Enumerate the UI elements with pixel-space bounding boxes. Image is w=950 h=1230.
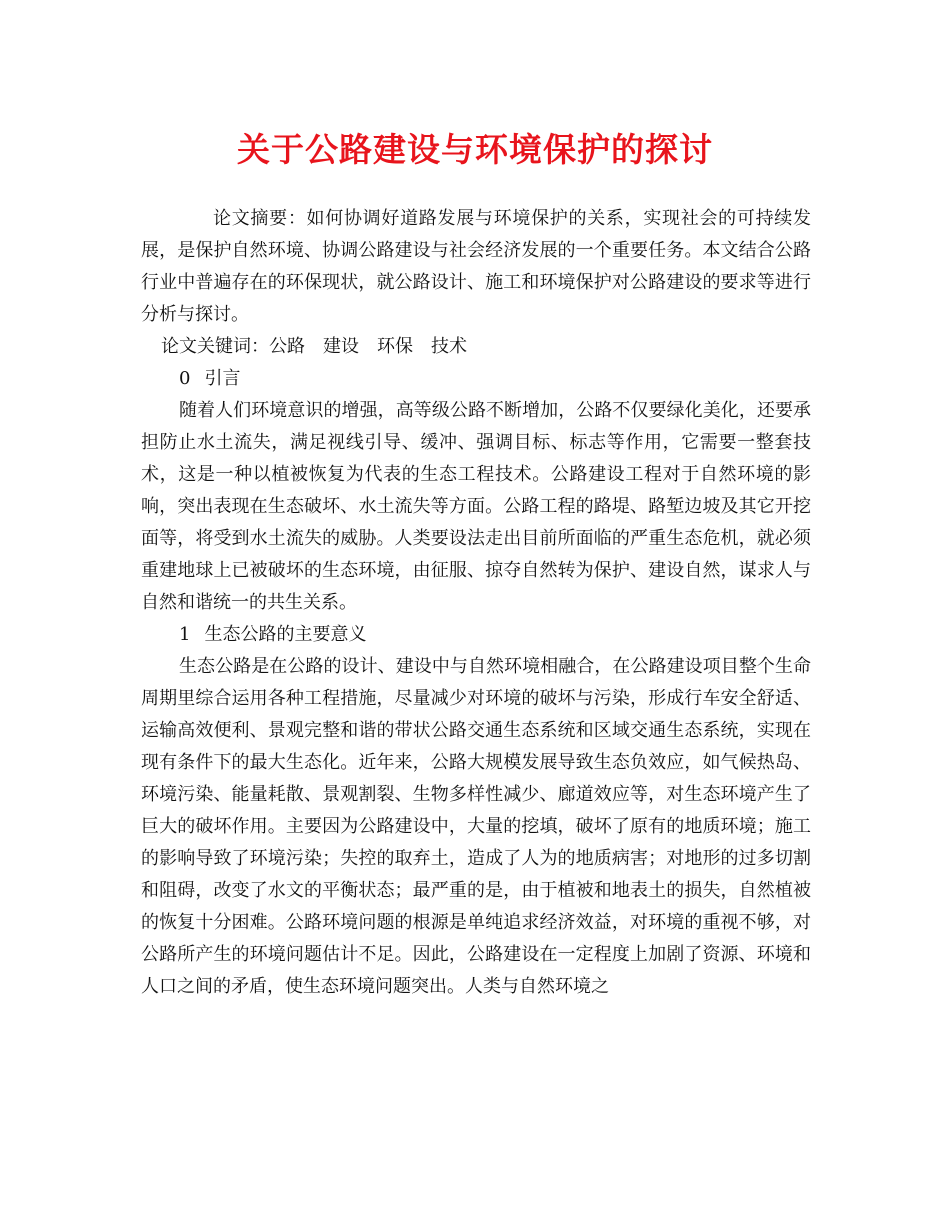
keywords-line (141, 331, 811, 363)
keyword-item: 环保 (377, 336, 413, 357)
document-title: 关于公路建设与环境保护的探讨 (237, 130, 713, 169)
section-heading-text: 生态公路的主要意义 (204, 624, 367, 645)
section-heading-text: 引言 (204, 368, 241, 389)
section-number: 0 (179, 368, 191, 389)
section-number: 1 (179, 624, 191, 645)
abstract-paragraph: 论文摘要：如何协调好道路发展与环境保护的关系，实现社会的可持续发展，是保护自然环境、协调公路建设与社会经济发展的一个重要任务。本文结合公路行业中普遍存在的环保现状，就公路设计、施工和环境保护对公路建设的要求等进行分析与探讨。 (141, 208, 811, 325)
keyword-item: 技术 (431, 336, 467, 357)
section-paragraph: 生态公路是在公路的设计、建设中与自然环境相融合，在公路建设项目整个生命周期里综合运用各种工程措施，尽量减少对环境的破坏与污染，形成行车安全舒适、运输高效便利、景观完整和谐的带状公路交通生态系统和区域交通生态系统，实现在现有条件下的最大生态化。近年来，公路大规模发展导致生态负效应，如气候热岛、环境污染、能量耗散、景观割裂、生物多样性减少、廊道效应等，对生态环境产生了巨大的破坏作用。主要因为公路建设中，大量的挖填，破坏了原有的地质环境；施工的影响导致了环境污染；失控的取弃土，造成了人为的地质病害；对地形的过多切割和阻碍，改变了水文的平衡状态；最严重的是，由于植被和地表土的损失，自然植被的恢复十分困难。公路环境问题的根源是单纯追求经济效益，对环境的重视不够，对公路所产生的环境问题估计不足。因此，公路建设在一定程度上加剧了资源、环境和人口之间的矛盾，使生态环境问题突出。人类与自然环境之 (141, 656, 811, 997)
section-heading (141, 363, 811, 395)
keyword-item: 建设 (323, 336, 359, 357)
section-heading (141, 619, 811, 651)
section-paragraph: 随着人们环境意识的增强，高等级公路不断增加，公路不仅要绿化美化，还要承担防止水土流失，满足视线引导、缓冲、强调目标、标志等作用，它需要一整套技术，这是一种以植被恢复为代表的生态工程技术。公路建设工程对于自然环境的影响，突出表现在生态破坏、水土流失等方面。公路工程的路堤、路堑边坡及其它开挖面等，将受到水土流失的威胁。人类要设法走出目前所面临的严重生态危机，就必须重建地球上已被破坏的生态环境，由征服、掠夺自然转为保护、建设自然，谋求人与自然和谐统一的共生关系。 (141, 400, 811, 613)
keywords-label: 论文关键词： (161, 336, 269, 357)
document-body (141, 203, 811, 1003)
keyword-item: 公路 (269, 336, 305, 357)
